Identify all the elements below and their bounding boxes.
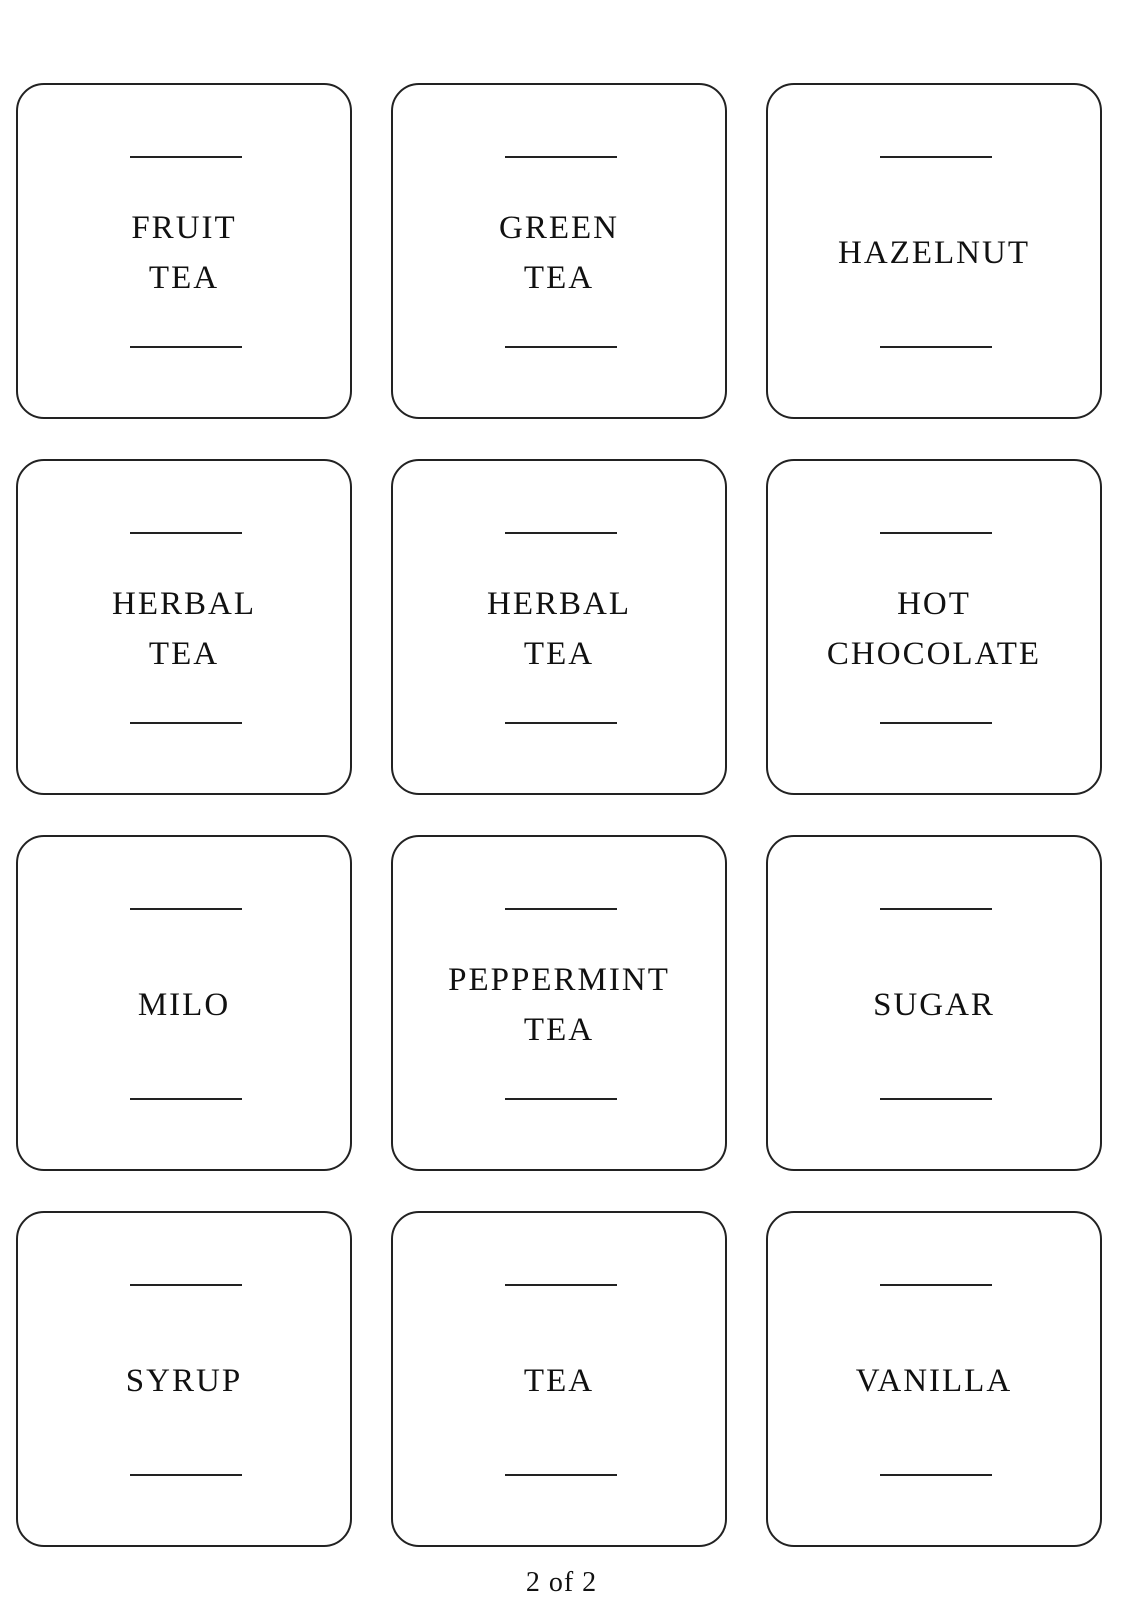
label-line: SYRUP bbox=[125, 1362, 243, 1399]
top-rule bbox=[130, 156, 242, 158]
label-line: PEPPERMINT bbox=[448, 961, 670, 998]
top-rule bbox=[130, 908, 242, 910]
bottom-rule bbox=[880, 722, 992, 724]
label-text bbox=[393, 180, 725, 325]
label-line: HOT bbox=[897, 585, 971, 622]
label-card bbox=[766, 459, 1102, 795]
label-line: MILO bbox=[137, 986, 231, 1023]
label-text bbox=[768, 932, 1100, 1077]
label-text bbox=[18, 1308, 350, 1453]
label-card bbox=[391, 83, 727, 419]
label-card bbox=[16, 1211, 352, 1547]
bottom-rule bbox=[130, 722, 242, 724]
label-line: TEA bbox=[523, 1011, 595, 1048]
top-rule bbox=[880, 532, 992, 534]
label-line: TEA bbox=[523, 259, 595, 296]
label-text bbox=[768, 180, 1100, 325]
label-card bbox=[766, 835, 1102, 1171]
page-number: 2 of 2 bbox=[525, 1567, 598, 1598]
label-card bbox=[16, 459, 352, 795]
label-line: TEA bbox=[148, 259, 220, 296]
bottom-rule bbox=[880, 346, 992, 348]
label-line: VANILLA bbox=[855, 1362, 1013, 1399]
top-rule bbox=[505, 908, 617, 910]
bottom-rule bbox=[880, 1098, 992, 1100]
label-line: CHOCOLATE bbox=[826, 635, 1042, 672]
bottom-rule bbox=[505, 1098, 617, 1100]
label-text bbox=[768, 1308, 1100, 1453]
top-rule bbox=[130, 1284, 242, 1286]
label-line: TEA bbox=[523, 1362, 595, 1399]
bottom-rule bbox=[130, 1098, 242, 1100]
top-rule bbox=[880, 1284, 992, 1286]
bottom-rule bbox=[505, 346, 617, 348]
label-card bbox=[391, 459, 727, 795]
label-card bbox=[766, 83, 1102, 419]
label-card bbox=[16, 835, 352, 1171]
top-rule bbox=[130, 532, 242, 534]
label-text bbox=[393, 932, 725, 1077]
label-line: TEA bbox=[523, 635, 595, 672]
label-line: HAZELNUT bbox=[838, 234, 1030, 271]
bottom-rule bbox=[505, 722, 617, 724]
top-rule bbox=[505, 1284, 617, 1286]
label-line: TEA bbox=[148, 635, 220, 672]
top-rule bbox=[505, 156, 617, 158]
label-card bbox=[391, 1211, 727, 1547]
label-card bbox=[766, 1211, 1102, 1547]
label-card bbox=[16, 83, 352, 419]
label-line: FRUIT bbox=[131, 209, 237, 246]
label-text bbox=[393, 556, 725, 701]
label-text bbox=[18, 556, 350, 701]
label-line: SUGAR bbox=[873, 986, 995, 1023]
label-line: HERBAL bbox=[112, 585, 256, 622]
bottom-rule bbox=[130, 346, 242, 348]
label-line: HERBAL bbox=[487, 585, 631, 622]
bottom-rule bbox=[505, 1474, 617, 1476]
label-card bbox=[391, 835, 727, 1171]
label-text bbox=[18, 180, 350, 325]
top-rule bbox=[880, 908, 992, 910]
top-rule bbox=[505, 532, 617, 534]
label-text bbox=[768, 556, 1100, 701]
label-text bbox=[393, 1308, 725, 1453]
top-rule bbox=[880, 156, 992, 158]
bottom-rule bbox=[880, 1474, 992, 1476]
bottom-rule bbox=[130, 1474, 242, 1476]
label-text bbox=[18, 932, 350, 1077]
label-line: GREEN bbox=[499, 209, 619, 246]
